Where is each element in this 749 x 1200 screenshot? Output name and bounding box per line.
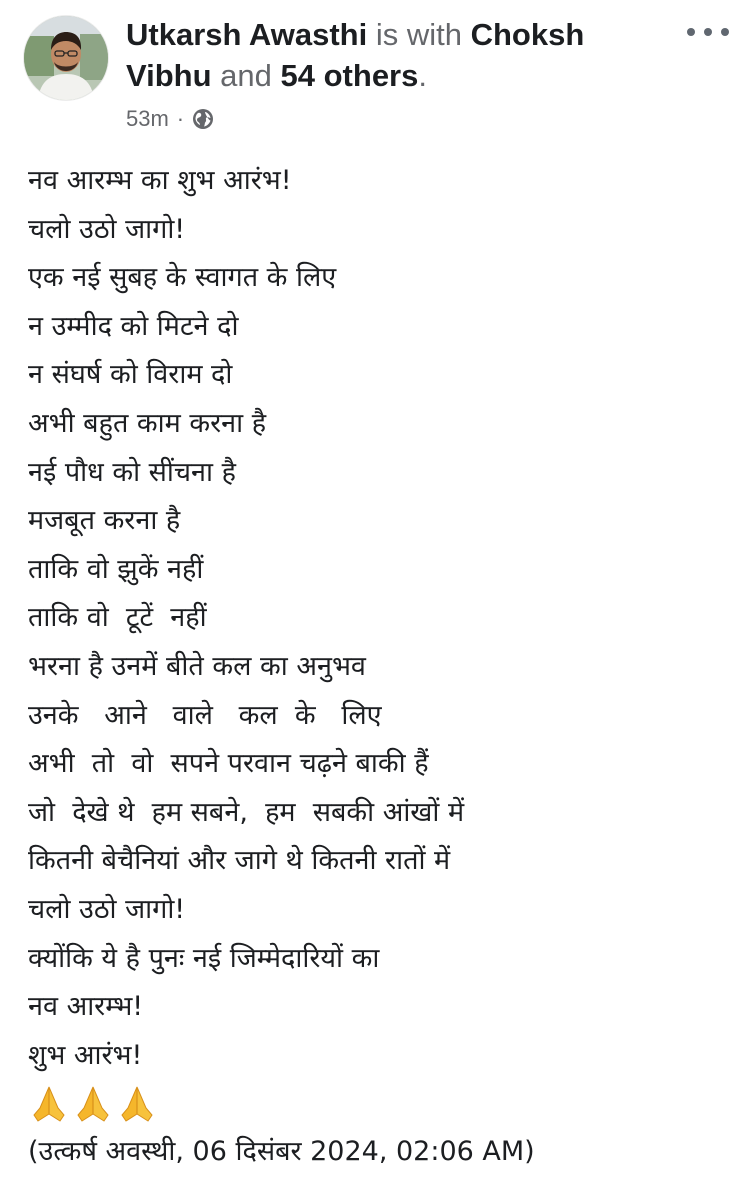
poem-line: शुभ आरंभ! <box>28 1039 143 1071</box>
poem-line: मजबूत करना है <box>28 505 181 537</box>
author-avatar[interactable] <box>24 16 108 100</box>
post-header-text <box>126 14 666 132</box>
poem-line: भरना है उनमें बीते कल का अनुभव <box>28 650 366 682</box>
poem-line: ताकि वो टूटें नहीं <box>28 602 207 634</box>
poem-line: नव आरम्भ का शुभ आरंभ! <box>28 165 292 196</box>
emoji-row <box>28 1080 728 1128</box>
more-options-icon[interactable] <box>687 22 729 42</box>
more-dot <box>687 28 695 36</box>
poem-line: नई पौध को सींचना है <box>28 456 236 488</box>
post-header <box>0 0 749 140</box>
headline-period: . <box>418 58 427 93</box>
author-name[interactable]: Utkarsh Awasthi <box>126 17 368 52</box>
poem-line: क्योंकि ये है पुनः नई जिम्मेदारियों का <box>28 942 380 974</box>
and-connector: and <box>220 58 272 93</box>
poem-line: जो देखे थे हम सबने, हम सबकी आंखों में <box>28 796 465 828</box>
with-connector: is with <box>375 17 462 52</box>
poem-line: एक नई सुबह के स्वागत के लिए <box>28 262 337 294</box>
poem-line: चलो उठो जागो! <box>28 893 186 925</box>
poem-line: कितनी बेचैनियां और जागे थे कितनी रातों में <box>28 845 451 877</box>
post-headline <box>126 14 666 96</box>
tagged-person[interactable]: Choksh Vibhu <box>126 17 585 93</box>
poem-line: अभी तो वो सपने परवान चढ़ने बाकी हैं <box>28 748 429 780</box>
post-body <box>28 157 728 1176</box>
poem-line: ताकि वो झुकें नहीं <box>28 553 204 585</box>
poem-line: न संघर्ष को विराम दो <box>28 359 233 391</box>
poem-line: चलो उठो जागो! <box>28 213 186 245</box>
folded-hands-icon <box>72 1084 114 1124</box>
folded-hands-icon <box>116 1084 158 1124</box>
poem-line: उनके आने वाले कल के लिए <box>28 699 382 731</box>
folded-hands-icon <box>28 1084 70 1124</box>
meta-separator: · <box>176 106 185 131</box>
post-timestamp[interactable]: 53m <box>126 106 169 131</box>
globe-icon[interactable] <box>192 108 214 130</box>
poem-line: अभी बहुत काम करना है <box>28 407 267 439</box>
poem-line: न उम्मीद को मिटने दो <box>28 310 239 342</box>
poem-line: नव आरम्भ! <box>28 991 144 1023</box>
avatar-photo <box>24 16 108 100</box>
tagged-others-link[interactable]: 54 others <box>280 58 419 93</box>
post-meta <box>126 106 666 132</box>
more-dot <box>721 28 729 36</box>
more-dot <box>704 28 712 36</box>
poem-signature: (उत्कर्ष अवस्थी, 06 दिसंबर 2024, 02:06 AM) <box>28 1136 535 1168</box>
